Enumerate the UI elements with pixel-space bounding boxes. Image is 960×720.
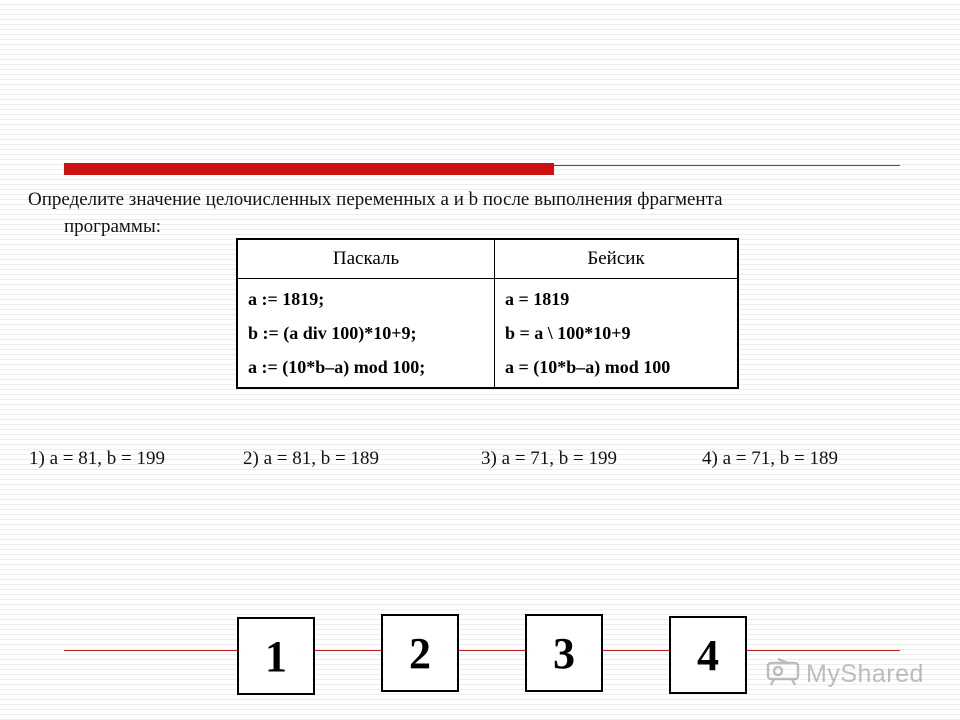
table-header-row bbox=[237, 239, 738, 279]
answer-option-3: 3) a = 71, b = 199 bbox=[481, 448, 617, 469]
header-basic: Бейсик bbox=[495, 239, 739, 279]
choice-button-3[interactable]: 3 bbox=[525, 614, 603, 692]
choice-button-4[interactable]: 4 bbox=[669, 616, 747, 694]
answer-option-2: 2) a = 81, b = 189 bbox=[243, 448, 379, 469]
bottom-thin-rule bbox=[64, 650, 900, 651]
code-table bbox=[236, 238, 739, 389]
choice-button-1[interactable]: 1 bbox=[237, 617, 315, 695]
watermark bbox=[766, 657, 924, 691]
answer-option-1: 1) a = 81, b = 199 bbox=[29, 448, 165, 469]
basic-line-1: a = 1819 bbox=[505, 289, 570, 309]
table-code-row bbox=[237, 279, 738, 389]
pascal-line-1: a := 1819; bbox=[248, 289, 325, 309]
question-text bbox=[28, 186, 928, 240]
pascal-line-3: a := (10*b–a) mod 100; bbox=[248, 357, 426, 377]
choice-button-2[interactable]: 2 bbox=[381, 614, 459, 692]
question-line-1: Определите значение целочисленных переменных a и b после выполнения фрагмента bbox=[28, 189, 723, 210]
question-line-2: программы: bbox=[64, 216, 161, 237]
answer-option-4: 4) a = 71, b = 189 bbox=[702, 448, 838, 469]
header-pascal: Паскаль bbox=[237, 239, 495, 279]
projector-icon bbox=[766, 657, 800, 692]
watermark-text: MyShared bbox=[806, 659, 924, 688]
pascal-line-2: b := (a div 100)*10+9; bbox=[248, 323, 417, 343]
basic-line-3: a = (10*b–a) mod 100 bbox=[505, 357, 671, 377]
top-red-rule bbox=[64, 163, 554, 175]
top-thin-rule bbox=[554, 165, 900, 166]
basic-line-2: b = a \ 100*10+9 bbox=[505, 323, 631, 343]
basic-code-cell bbox=[495, 279, 739, 389]
pascal-code-cell bbox=[237, 279, 495, 389]
